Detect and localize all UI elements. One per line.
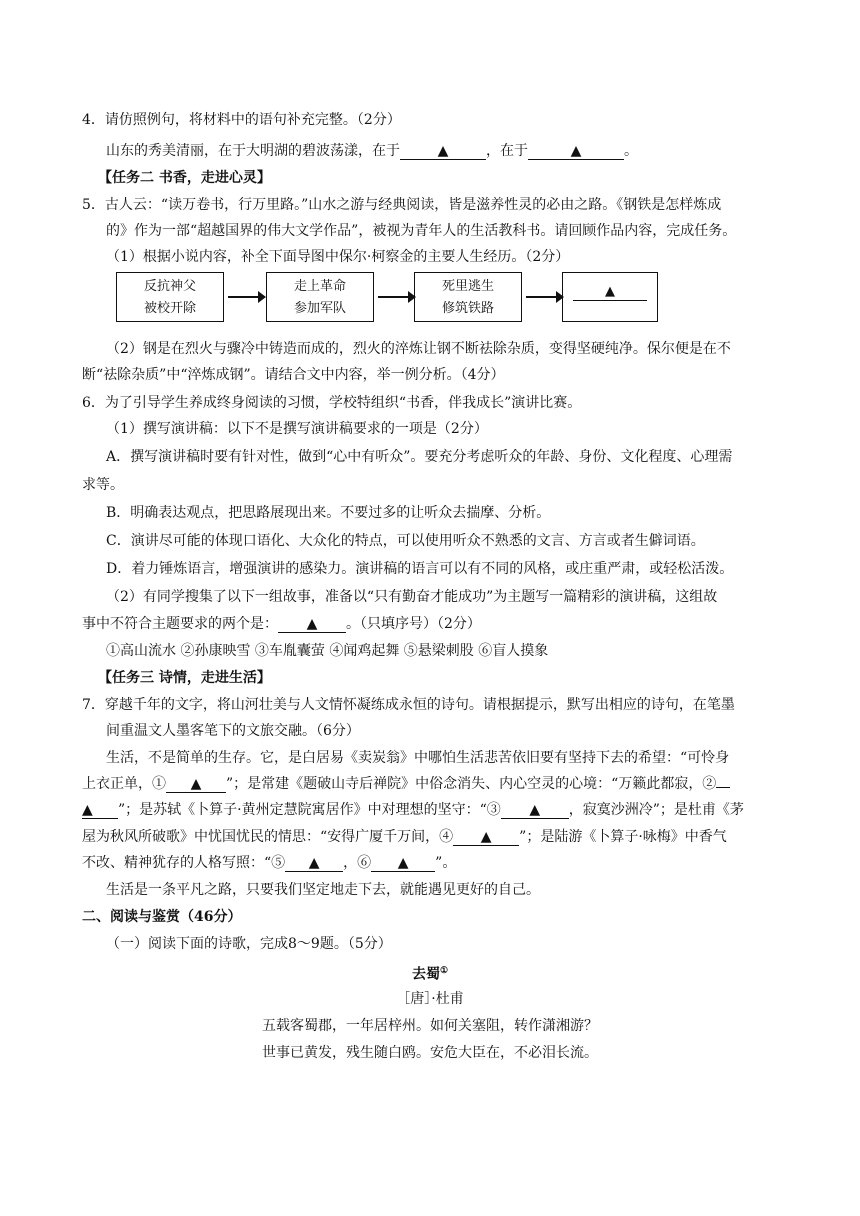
task3-heading: 【任务三 诗情，走进生活】 bbox=[98, 670, 271, 686]
q4-sentence: 山东的秀美清丽，在于大明湖的碧波荡漾，在于 ▲ ，在于 ▲ 。 bbox=[106, 143, 638, 159]
q7-blank-1[interactable]: ▲ bbox=[166, 776, 226, 793]
poem-title: 去蜀① bbox=[411, 966, 449, 983]
flow-box-1: 反抗神父 被校开除 bbox=[116, 272, 224, 322]
flow-arrow-2 bbox=[378, 296, 414, 298]
q6-sub2-line-2: 事中不符合主题要求的两个是： ▲ 。（只填序号）（2分） bbox=[82, 616, 481, 632]
q5-sub2-line-1: （2）钢是在烈火与骤冷中铸造而成的，烈火的淬炼让钢不断祛除杂质，变得坚硬纯净。保尔便是在不 bbox=[106, 341, 731, 357]
q6-option-b: B．明确表达观点，把思路展现出来。不要过多的让听众去揣摩、分析。 bbox=[106, 505, 551, 521]
q6-stories: ①高山流水 ②孙康映雪 ③车胤囊萤 ④闻鸡起舞 ⑤悬梁刺股 ⑥盲人摸象 bbox=[106, 643, 549, 659]
q6-option-a-2: 求等。 bbox=[82, 477, 124, 493]
flow-arrow-1 bbox=[228, 296, 264, 298]
q7-para-3: ▲ ”；是苏轼《卜算子·黄州定慧院寓居作》中对理想的坚守：“③ ▲ ，寂寞沙洲冷”；是杜甫《茅 bbox=[82, 802, 744, 818]
q5-sub2-line-2: 断“祛除杂质”中“淬炼成钢”。请结合文中内容，举一例分析。（4分） bbox=[82, 367, 505, 383]
life-flowchart bbox=[116, 272, 656, 328]
q7-line-2: 间重温文人墨客笔下的文旅交融。（6分） bbox=[106, 723, 360, 739]
q7-blank-5[interactable]: ▲ bbox=[285, 855, 343, 872]
q7-blank-4[interactable]: ▲ bbox=[453, 829, 519, 846]
flow-arrow-3 bbox=[526, 296, 562, 298]
q6-option-a-1: A．撰写演讲稿时要有针对性，做到“心中有听众”。要充分考虑听众的年龄、身份、文化程度、心理需 bbox=[106, 449, 733, 465]
q7-para-5: 不改、精神犹存的人格写照：“⑤ ▲ ，⑥ ▲ ”。 bbox=[82, 855, 457, 871]
q4-title: 4．请仿照例句，将材料中的语句补充完整。（2分） bbox=[82, 112, 401, 128]
q6-sub2-line-1: （2）有同学搜集了以下一组故事，准备以“只有勤奋才能成功”为主题写一篇精彩的演讲稿，这组故 bbox=[106, 589, 718, 605]
q7-blank-6[interactable]: ▲ bbox=[371, 855, 435, 872]
footnote-marker: ① bbox=[439, 966, 449, 976]
q6-option-c: C．演讲尽可能的体现口语化、大众化的特点，可以使用听众不熟悉的文言、方言或者生僻词语。 bbox=[106, 533, 705, 549]
q7-para-6: 生活是一条平凡之路，只要我们坚定地走下去，就能遇见更好的自己。 bbox=[106, 882, 540, 898]
q5-line-1: 5．古人云：“读万卷书，行万里路。”山水之游与经典阅读，皆是滋养性灵的必由之路。《钢铁是怎样炼成 bbox=[82, 197, 722, 213]
flow-box-4 bbox=[562, 272, 658, 322]
poem-line-2: 世事已黄发，残生随白鸥。安危大臣在，不必泪长流。 bbox=[262, 1045, 598, 1061]
q7-para-2: 上衣正单，① ▲ ”；是常建《题破山寺后禅院》中俗念消失、内心空灵的心境：“万籁此都寂，② bbox=[82, 774, 730, 794]
part-1-instruction: （一）阅读下面的诗歌，完成8～9题。（5分） bbox=[106, 936, 392, 952]
poem-author: ［唐］·杜甫 bbox=[396, 991, 464, 1007]
poem-line-1: 五载客蜀郡，一年居梓州。如何关塞阻，转作潇湘游？ bbox=[262, 1018, 598, 1034]
q4-blank-1[interactable]: ▲ bbox=[400, 143, 486, 160]
q6-line-1: 6．为了引导学生养成终身阅读的习惯，学校特组织“书香，伴我成长”演讲比赛。 bbox=[82, 395, 582, 411]
section-2-heading: 二、阅读与鉴赏（46分） bbox=[82, 909, 242, 925]
q5-sub1: （1）根据小说内容，补全下面导图中保尔·柯察金的主要人生经历。（2分） bbox=[106, 249, 570, 265]
q7-para-1: 生活，不是简单的生存。它，是白居易《卖炭翁》中哪怕生活悲苦依旧要有坚持下去的希望：“可怜身 bbox=[106, 750, 730, 766]
flow-box-3: 死里逃生 修筑铁路 bbox=[414, 272, 522, 322]
q6-blank[interactable]: ▲ bbox=[278, 616, 346, 633]
q7-blank-2a[interactable] bbox=[716, 787, 730, 788]
q4-blank-2[interactable]: ▲ bbox=[528, 143, 624, 160]
q6-sub1: （1）撰写演讲稿：以下不是撰写演讲稿要求的一项是（2分） bbox=[106, 421, 488, 437]
q7-blank-3[interactable]: ▲ bbox=[501, 802, 569, 819]
q7-blank-2b[interactable]: ▲ bbox=[82, 802, 118, 819]
q7-line-1: 7．穿越千年的文字，将山河壮美与人文情怀凝练成永恒的诗句。请根据提示，默写出相应的诗句，在笔墨 bbox=[82, 697, 735, 713]
task2-heading: 【任务二 书香，走进心灵】 bbox=[98, 170, 271, 186]
q7-para-4: 屋为秋风所破歌》中忧国忧民的情思：“安得广厦千万间，④ ▲ ”；是陆游《卜算子·咏梅》中香气 bbox=[82, 829, 727, 845]
flow-box-2: 走上革命 参加军队 bbox=[266, 272, 374, 322]
q5-line-2: 的》作为一部“超越国界的伟大文学作品”，被视为青年人的生活教科书。请回顾作品内容，完成任务。 bbox=[106, 223, 737, 239]
q6-option-d: D．着力锤炼语言，增强演讲的感染力。演讲稿的语言可以有不同的风格，或庄重严肃，或轻松活泼。 bbox=[106, 561, 734, 577]
flow-blank[interactable]: ▲ bbox=[573, 284, 647, 301]
